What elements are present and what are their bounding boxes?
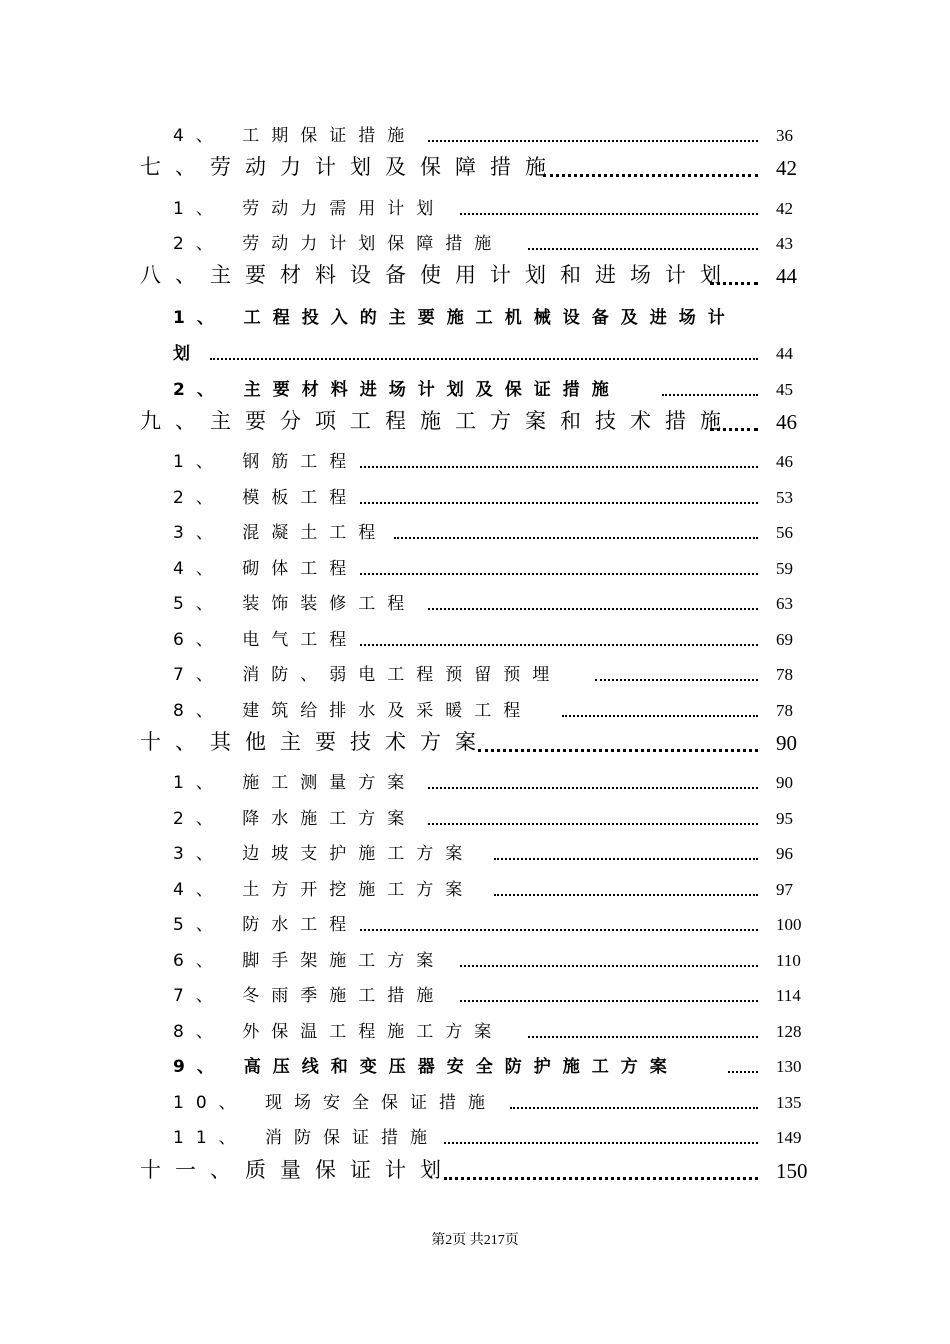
dot-leader	[444, 1142, 758, 1144]
toc-entry[interactable]	[0, 1087, 950, 1117]
toc-entry-page: 96	[776, 844, 793, 863]
dot-leader	[444, 1177, 758, 1180]
toc-entry[interactable]	[0, 482, 950, 512]
toc-entry-page: 44	[776, 344, 793, 363]
dot-leader	[460, 965, 758, 967]
toc-entry-page: 90	[776, 773, 793, 792]
toc-entry[interactable]	[0, 838, 950, 868]
toc-entry[interactable]	[0, 909, 950, 939]
toc-entry[interactable]	[0, 767, 950, 797]
dot-leader	[394, 537, 758, 539]
toc-entry[interactable]	[0, 980, 950, 1010]
toc-entry-page: 78	[776, 665, 793, 684]
dot-leader	[562, 715, 758, 717]
toc-entry-title: 8、 建筑给排水及采暖工程	[173, 701, 533, 721]
toc-entry-title: 3、 混凝土工程	[173, 523, 388, 543]
dot-leader	[460, 1000, 758, 1002]
dot-leader	[494, 858, 758, 860]
toc-entry[interactable]	[0, 695, 950, 725]
toc-entry-page: 46	[776, 410, 797, 434]
dot-leader	[710, 428, 758, 431]
page-footer: 第2页 共217页	[431, 1233, 519, 1248]
toc-entry[interactable]	[0, 874, 950, 904]
toc-entry[interactable]	[0, 730, 950, 760]
toc-entry[interactable]	[0, 1016, 950, 1046]
toc-entry-page: 150	[776, 1159, 808, 1183]
toc-entry-title: 1、 劳动力需用计划	[173, 199, 446, 219]
dot-leader	[595, 679, 758, 681]
toc-entry-title: 2、 劳动力计划保障措施	[173, 234, 504, 254]
toc-entry[interactable]	[0, 1051, 950, 1081]
toc-entry[interactable]	[0, 228, 950, 258]
toc-entry-title: 9、 高压线和变压器安全防护施工方案	[173, 1057, 679, 1077]
toc-entry-page: 95	[776, 809, 793, 828]
toc-entry-title: 1、 钢筋工程	[173, 452, 359, 472]
dot-leader	[528, 248, 758, 250]
toc-entry-page: 69	[776, 630, 793, 649]
toc-entry-title: 11、 消防保证措施	[173, 1128, 440, 1148]
toc-entry-title: 3、 边坡支护施工方案	[173, 844, 475, 864]
toc-entry-title: 5、 装饰装修工程	[173, 594, 417, 614]
dot-leader	[494, 894, 758, 896]
dot-leader	[428, 140, 758, 142]
toc-entry[interactable]	[0, 588, 950, 618]
dot-leader	[360, 502, 758, 504]
toc-entry-title: 4、 工期保证措施	[173, 126, 417, 146]
toc-entry-page: 42	[776, 199, 793, 218]
toc-entry-page: 110	[776, 951, 801, 970]
toc-entry-page: 135	[776, 1093, 802, 1112]
toc-entry-title: 十一、质量保证计划	[140, 1158, 455, 1182]
toc-entry[interactable]	[0, 553, 950, 583]
toc-entry-page: 130	[776, 1057, 802, 1076]
toc-entry[interactable]	[0, 624, 950, 654]
toc-entry-title: 5、 防水工程	[173, 915, 359, 935]
dot-leader	[510, 1107, 758, 1109]
toc-entry-page: 53	[776, 488, 793, 507]
toc-entry-page: 149	[776, 1128, 802, 1147]
toc-entry-page: 59	[776, 559, 793, 578]
dot-leader	[360, 929, 758, 931]
toc-entry-page: 100	[776, 915, 802, 934]
dot-leader	[360, 573, 758, 575]
toc-entry-title: 6、 电气工程	[173, 630, 359, 650]
toc-entry-page: 36	[776, 126, 793, 145]
dot-leader	[728, 1071, 758, 1073]
toc-entry-title: 4、 砌体工程	[173, 559, 359, 579]
dot-leader	[478, 749, 758, 752]
toc-entry-page: 43	[776, 234, 793, 253]
toc-entry-page: 46	[776, 452, 793, 471]
toc-entry[interactable]	[0, 803, 950, 833]
toc-entry-title: 10、 现场安全保证措施	[173, 1093, 498, 1113]
toc-entry-title: 2、 主要材料进场计划及保证措施	[173, 380, 621, 400]
toc-entry-page: 63	[776, 594, 793, 613]
toc-entry-title: 划	[173, 344, 202, 364]
dot-leader	[360, 644, 758, 646]
toc-entry-page: 114	[776, 986, 801, 1005]
toc-entry-page: 97	[776, 880, 793, 899]
toc-entry-title: 4、 土方开挖施工方案	[173, 880, 475, 900]
dot-leader	[710, 282, 758, 285]
toc-entry-page: 42	[776, 156, 797, 180]
toc-entry-page: 78	[776, 701, 793, 720]
toc-entry-title: 7、 消防、弱电工程预留预埋	[173, 665, 562, 685]
toc-entry-title: 1、 施工测量方案	[173, 773, 417, 793]
dot-leader	[460, 213, 758, 215]
toc-entry-page: 45	[776, 380, 793, 399]
toc-entry[interactable]	[0, 120, 950, 150]
toc-entry-page: 44	[776, 264, 797, 288]
dot-leader	[543, 174, 758, 177]
dot-leader	[360, 466, 758, 468]
toc-entry-title: 1、 工程投入的主要施工机械设备及进场计	[173, 308, 737, 328]
dot-leader	[662, 394, 758, 396]
toc-entry[interactable]	[0, 659, 950, 689]
toc-entry-page: 128	[776, 1022, 802, 1041]
toc-entry-title: 2、 模板工程	[173, 488, 359, 508]
toc-entry[interactable]	[0, 374, 950, 404]
toc-entry-title: 2、 降水施工方案	[173, 809, 417, 829]
toc-entry[interactable]	[0, 945, 950, 975]
toc-entry-title: 8、 外保温工程施工方案	[173, 1022, 504, 1042]
toc-entry[interactable]	[0, 193, 950, 223]
dot-leader	[210, 358, 758, 360]
dot-leader	[428, 608, 758, 610]
toc-entry[interactable]	[0, 155, 950, 185]
toc-entry[interactable]	[0, 263, 950, 293]
toc-entry[interactable]	[0, 302, 950, 332]
toc-entry[interactable]	[0, 446, 950, 476]
dot-leader	[428, 787, 758, 789]
toc-entry[interactable]	[0, 338, 950, 368]
toc-entry-page: 56	[776, 523, 793, 542]
toc-entry-title: 七、劳动力计划及保障措施	[140, 155, 560, 179]
dot-leader	[528, 1036, 758, 1038]
toc-entry-title: 7、 冬雨季施工措施	[173, 986, 446, 1006]
toc-entry[interactable]	[0, 1158, 950, 1188]
toc-entry[interactable]	[0, 409, 950, 439]
dot-leader	[428, 823, 758, 825]
toc-entry-title: 八、主要材料设备使用计划和进场计划	[140, 263, 735, 287]
toc-entry-title: 6、 脚手架施工方案	[173, 951, 446, 971]
toc-entry-page: 90	[776, 731, 797, 755]
toc-entry[interactable]	[0, 517, 950, 547]
toc-entry-title: 十、其他主要技术方案	[140, 730, 490, 754]
toc-entry[interactable]	[0, 1122, 950, 1152]
toc-entry-title: 九、主要分项工程施工方案和技术措施	[140, 409, 735, 433]
